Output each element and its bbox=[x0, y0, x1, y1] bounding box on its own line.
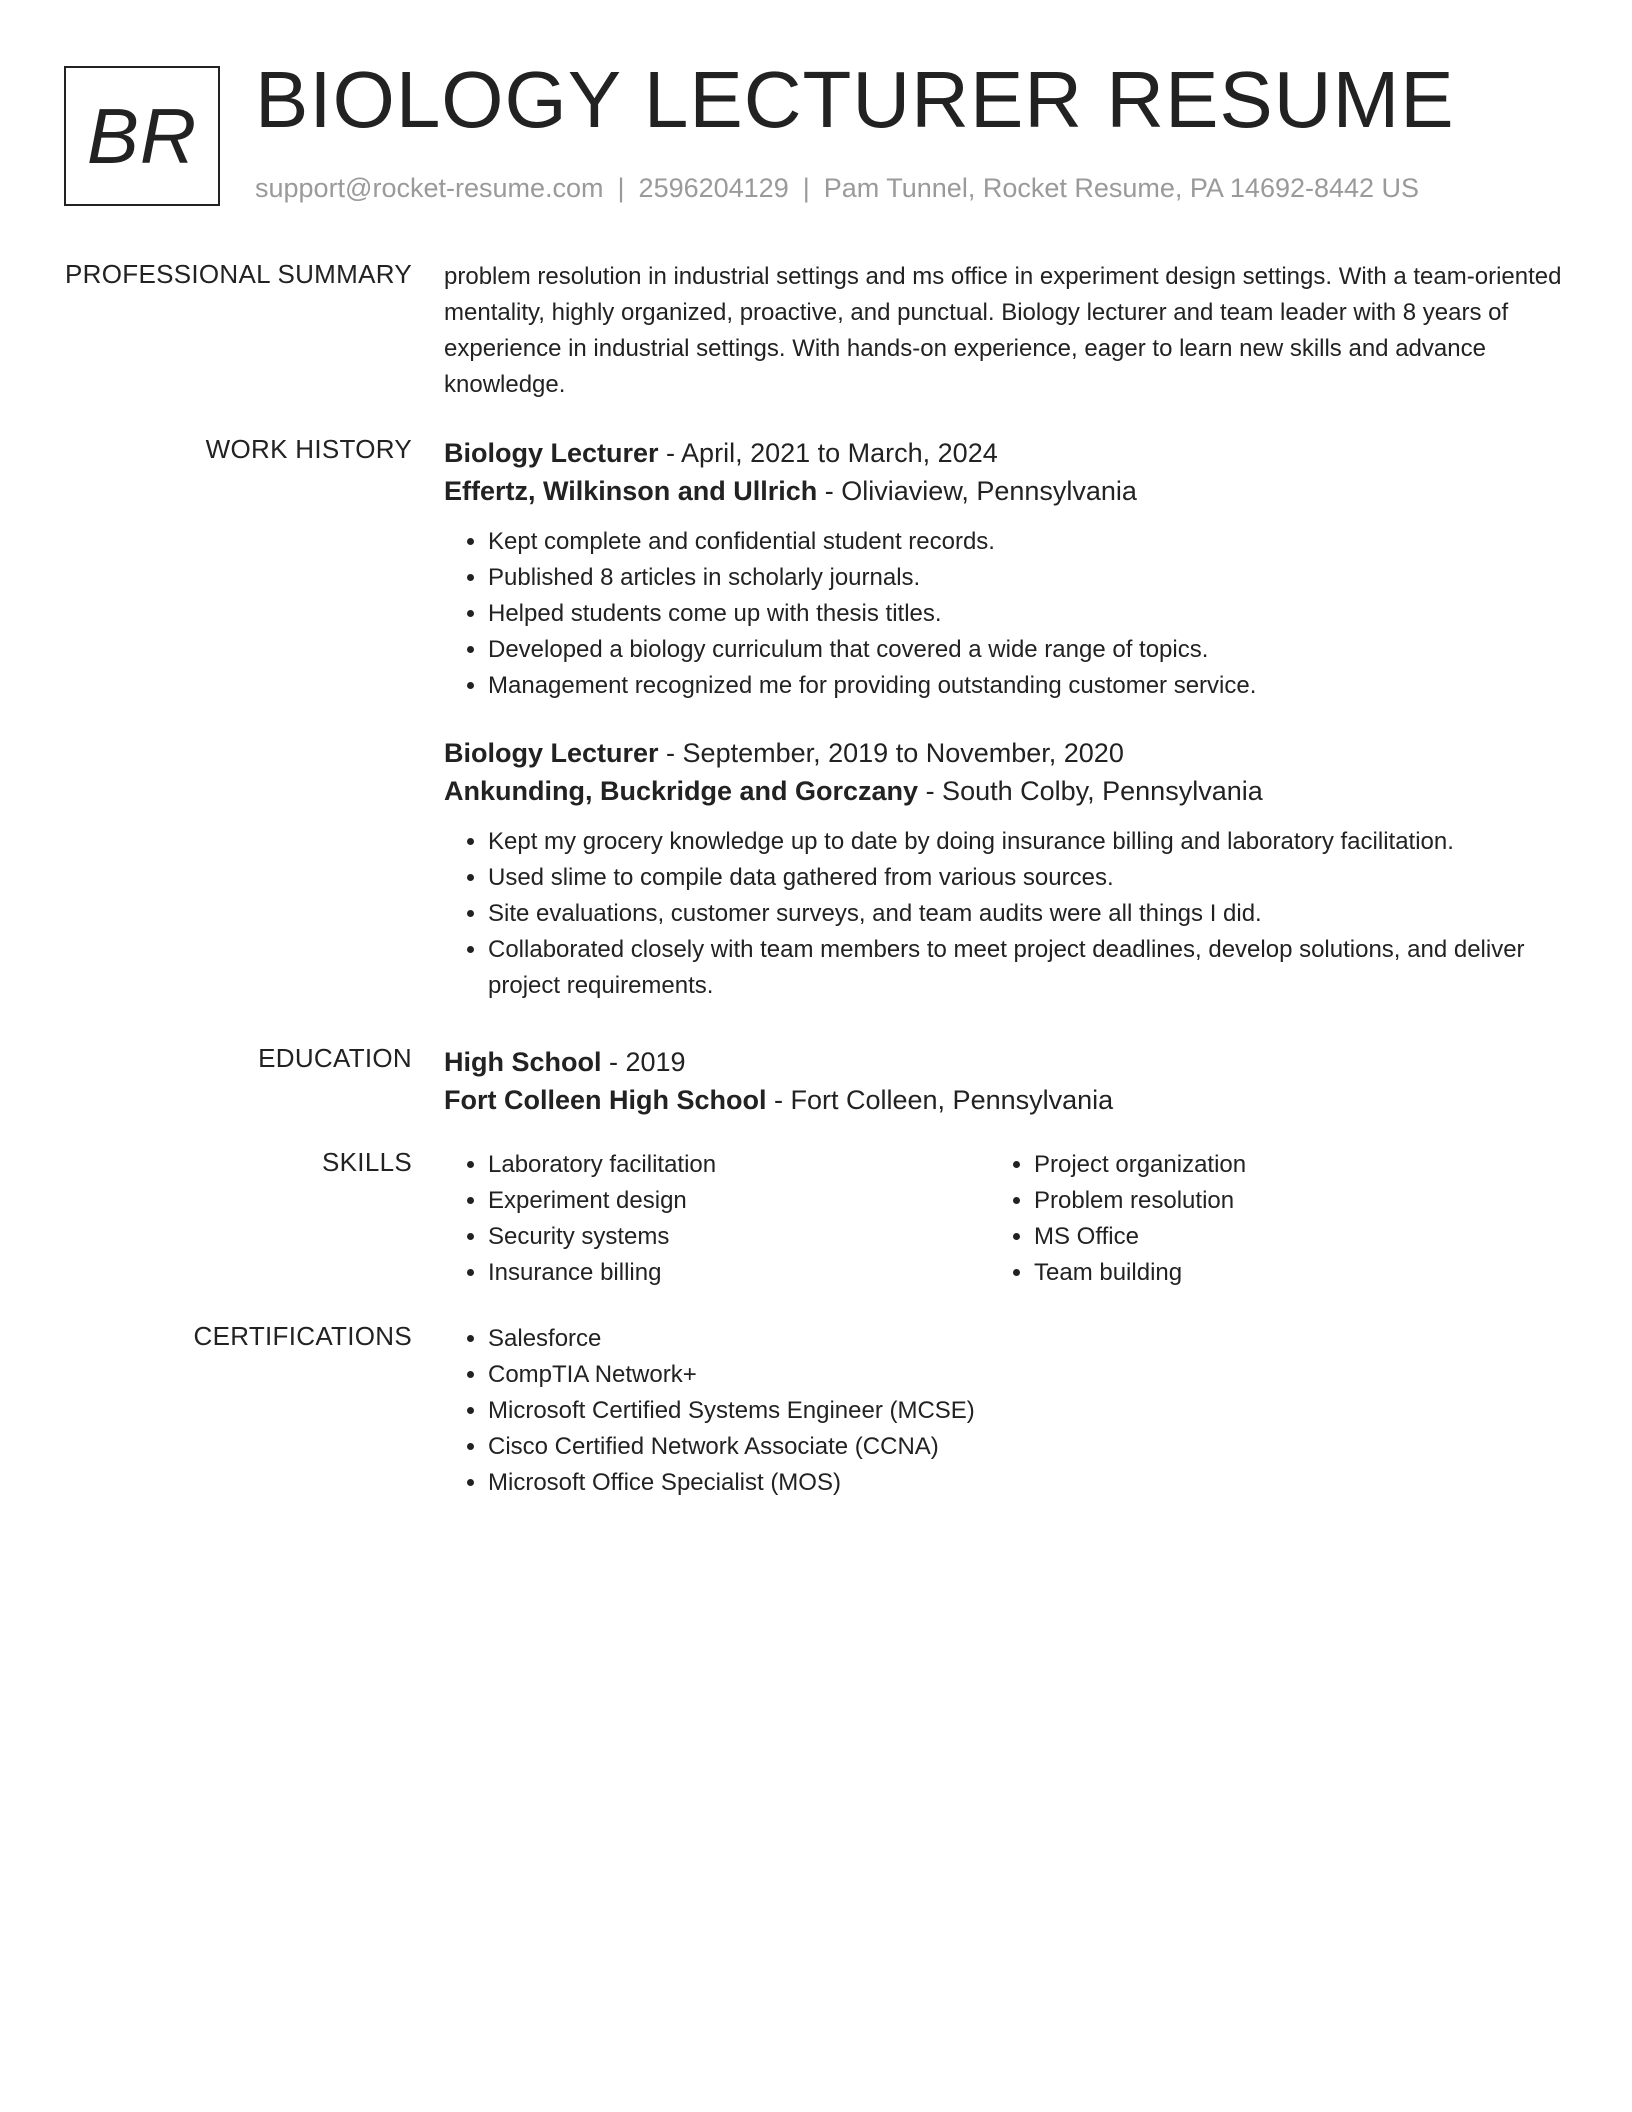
section-label-skills: SKILLS bbox=[322, 1147, 412, 1177]
section-label-education: EDUCATION bbox=[258, 1043, 412, 1073]
education-year: - 2019 bbox=[601, 1047, 686, 1077]
job-entry bbox=[444, 734, 1564, 1004]
education-school-line bbox=[444, 1081, 1564, 1119]
skill-item: • Security systems bbox=[488, 1219, 990, 1255]
education-degree-line bbox=[444, 1043, 1564, 1081]
education-degree: High School bbox=[444, 1047, 602, 1077]
certification-item: • Cisco Certified Network Associate (CCNA) bbox=[488, 1429, 1564, 1465]
certification-item: • Microsoft Office Specialist (MOS) bbox=[488, 1465, 1564, 1501]
job-bullets bbox=[444, 824, 1564, 1004]
work-history-body bbox=[444, 434, 1564, 1004]
skill-item: • Laboratory facilitation bbox=[488, 1147, 990, 1183]
job-bullet: • Published 8 articles in scholarly journals. bbox=[488, 560, 1564, 596]
education-location: - Fort Colleen, Pennsylvania bbox=[766, 1085, 1114, 1115]
resume-title: BIOLOGY LECTURER RESUME bbox=[255, 55, 1455, 144]
certifications-body bbox=[444, 1321, 1564, 1501]
certification-item: • CompTIA Network+ bbox=[488, 1357, 1564, 1393]
job-location: - Oliviaview, Pennsylvania bbox=[817, 476, 1137, 506]
job-company: Ankunding, Buckridge and Gorczany bbox=[444, 776, 919, 806]
job-dates: - April, 2021 to March, 2024 bbox=[658, 438, 998, 468]
job-bullet: • Used slime to compile data gathered from various sources. bbox=[488, 860, 1564, 896]
job-bullet: • Collaborated closely with team members to meet project deadlines, develop solutions, and deliver project requirements. bbox=[488, 932, 1564, 1004]
education-body bbox=[444, 1043, 1564, 1119]
contact-line bbox=[255, 173, 1419, 204]
job-dates: - September, 2019 to November, 2020 bbox=[658, 738, 1124, 768]
skill-item: • Experiment design bbox=[488, 1183, 990, 1219]
skill-item: • MS Office bbox=[1034, 1219, 1536, 1255]
skills-list-left bbox=[444, 1147, 990, 1291]
skill-item: • Team building bbox=[1034, 1255, 1536, 1291]
job-title-line bbox=[444, 734, 1564, 772]
job-bullet: • Kept my grocery knowledge up to date by doing insurance billing and laboratory facilitation. bbox=[488, 824, 1564, 860]
contact-separator: | bbox=[617, 173, 625, 203]
job-bullet: • Site evaluations, customer surveys, and team audits were all things I did. bbox=[488, 896, 1564, 932]
skill-item: • Problem resolution bbox=[1034, 1183, 1536, 1219]
skills-list-right bbox=[990, 1147, 1536, 1291]
contact-email: support@rocket-resume.com bbox=[255, 173, 604, 203]
job-bullets bbox=[444, 524, 1564, 704]
job-title: Biology Lecturer bbox=[444, 738, 659, 768]
job-bullet: • Helped students come up with thesis titles. bbox=[488, 596, 1564, 632]
contact-separator: | bbox=[802, 173, 810, 203]
job-bullet: • Kept complete and confidential student records. bbox=[488, 524, 1564, 560]
job-location: - South Colby, Pennsylvania bbox=[918, 776, 1263, 806]
education-school: Fort Colleen High School bbox=[444, 1085, 767, 1115]
job-title: Biology Lecturer bbox=[444, 438, 659, 468]
monogram-logo: BR bbox=[64, 66, 220, 206]
job-bullet: • Management recognized me for providing outstanding customer service. bbox=[488, 668, 1564, 704]
skill-item: • Insurance billing bbox=[488, 1255, 990, 1291]
certifications-list bbox=[444, 1321, 1564, 1501]
section-label-work-history: WORK HISTORY bbox=[205, 434, 412, 464]
skills-columns bbox=[444, 1147, 1564, 1291]
skill-item: • Project organization bbox=[1034, 1147, 1536, 1183]
section-label-certifications: CERTIFICATIONS bbox=[193, 1321, 412, 1351]
job-bullet: • Developed a biology curriculum that covered a wide range of topics. bbox=[488, 632, 1564, 668]
job-entry bbox=[444, 434, 1564, 704]
section-label-summary: PROFESSIONAL SUMMARY bbox=[65, 259, 412, 289]
job-company-line bbox=[444, 472, 1564, 510]
summary-text: problem resolution in industrial settings and ms office in experiment design settings. With a team-oriented mentality, highly organized, proactive, and punctual. Biology lecturer and team leader with 8 years of experience in industrial settings. With hands-on experience, eager to learn new skills and advance knowledge. bbox=[444, 263, 1562, 398]
contact-address: Pam Tunnel, Rocket Resume, PA 14692-8442 US bbox=[823, 173, 1420, 203]
job-company: Effertz, Wilkinson and Ullrich bbox=[444, 476, 818, 506]
certification-item: • Microsoft Certified Systems Engineer (MCSE) bbox=[488, 1393, 1564, 1429]
contact-phone: 2596204129 bbox=[638, 173, 789, 203]
skills-body bbox=[444, 1147, 1564, 1291]
certification-item: • Salesforce bbox=[488, 1321, 1564, 1357]
job-company-line bbox=[444, 772, 1564, 810]
summary-body bbox=[444, 259, 1564, 403]
job-title-line bbox=[444, 434, 1564, 472]
